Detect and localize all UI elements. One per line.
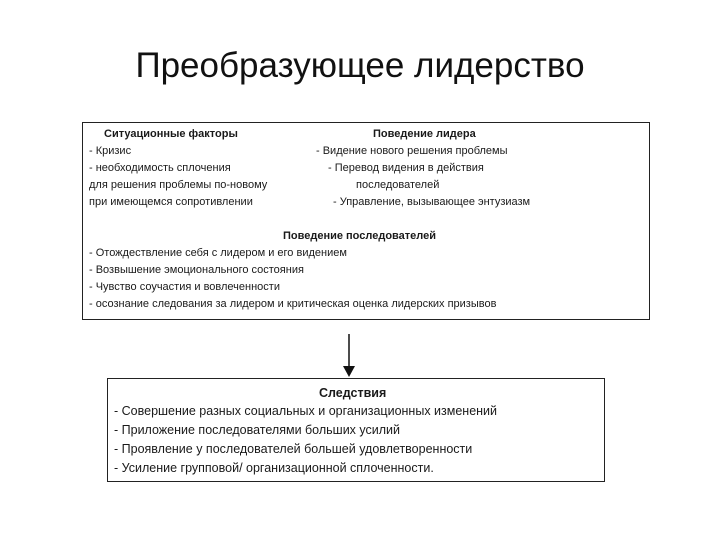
situational-item: - Кризис [89,145,132,157]
situational-factors-heading: Ситуационные факторы [104,128,238,140]
situational-item: при имеющемся сопротивлении [89,196,253,208]
consequences-box [107,378,605,482]
consequences-heading: Следствия [319,386,387,400]
follower-item: - осознание следования за лидером и критическая оценка лидерских призывов [89,298,497,310]
factors-box [82,122,650,320]
follower-item: - Чувство соучастия и вовлеченности [89,281,280,293]
leader-item: - Перевод видения в действия [328,162,484,174]
flow-arrow [339,334,359,378]
consequence-item: - Усиление групповой/ организационной сплоченности. [114,461,434,475]
follower-item: - Возвышение эмоционального состояния [89,264,304,276]
leader-item: - Управление, вызывающее энтузиазм [333,196,531,208]
leader-item: - Видение нового решения проблемы [316,145,508,157]
arrow-head [343,366,355,377]
leader-behavior-heading: Поведение лидера [373,128,476,140]
follower-behavior-heading: Поведение последователей [283,230,437,242]
leader-item: последователей [356,179,440,191]
situational-item: - необходимость сплочения [89,162,231,174]
consequence-item: - Проявление у последователей большей удовлетворенности [114,442,473,456]
slide-title: Преобразующее лидерство [135,46,585,85]
situational-item: для решения проблемы по-новому [89,179,268,191]
consequence-item: - Совершение разных социальных и организационных изменений [114,404,498,418]
follower-item: - Отождествление себя с лидером и его видением [89,247,347,259]
consequence-item: - Приложение последователями больших усилий [114,423,400,437]
